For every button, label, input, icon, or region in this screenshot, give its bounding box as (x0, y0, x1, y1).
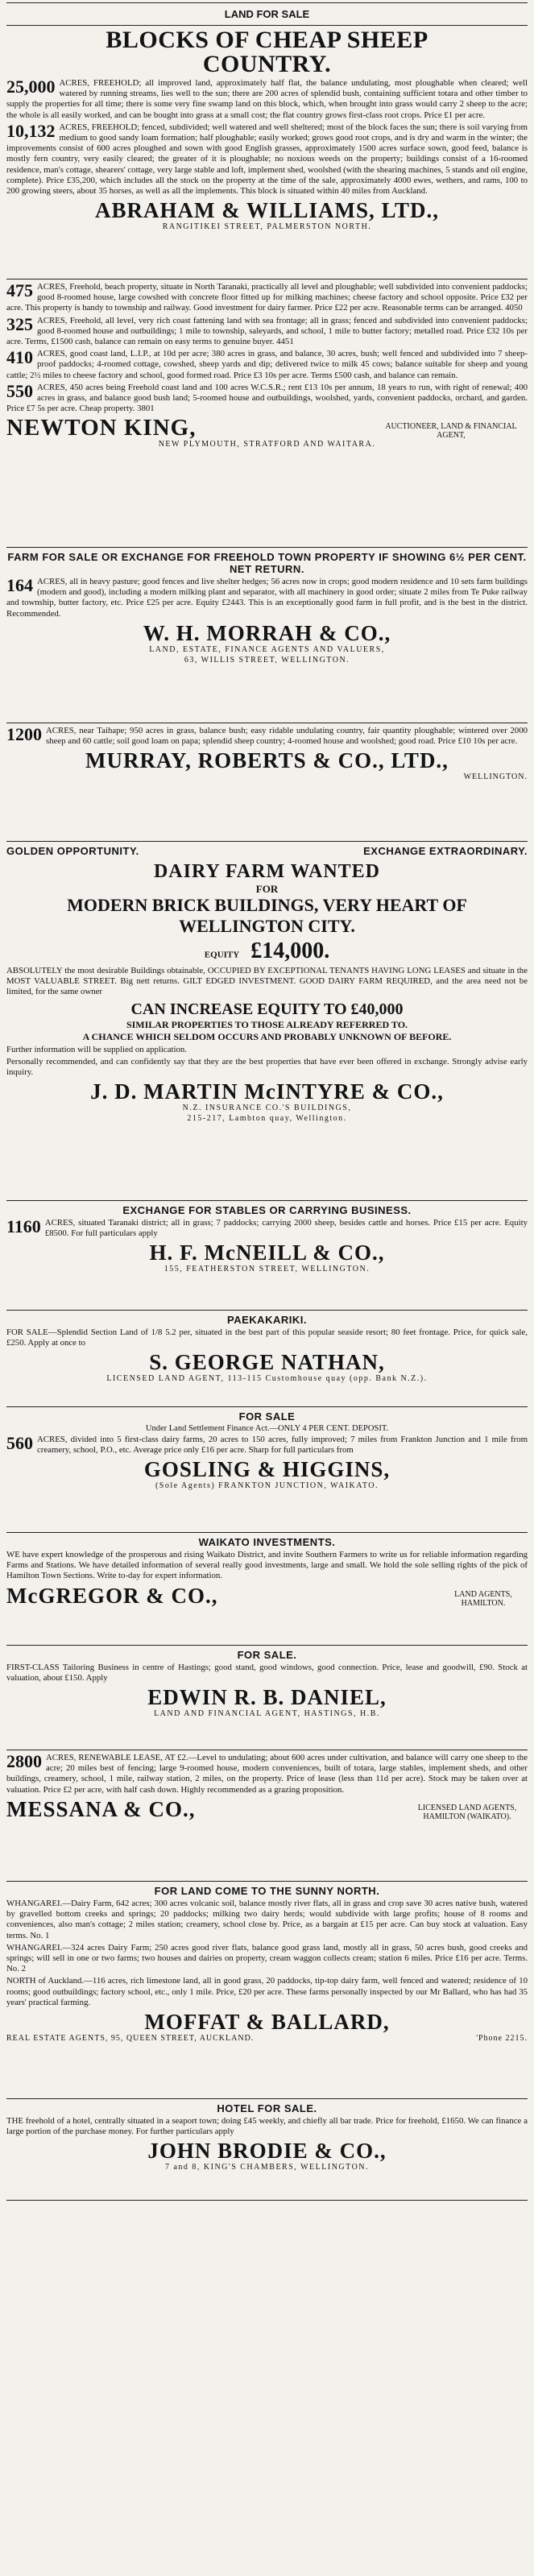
ad-headline-row (6, 845, 528, 857)
ad-heading: EXCHANGE FOR STABLES OR CARRYING BUSINESS. (122, 1204, 412, 1216)
ad-title: MODERN BRICK BUILDINGS, VERY HEART OF (67, 895, 467, 915)
lot-paragraph (6, 1435, 528, 1456)
ad-highlight: SIMILAR PROPERTIES TO THOSE ALREADY REFERRED TO. (126, 1018, 408, 1030)
ad-paragraph: NORTH of Auckland.—116 acres, rich limestone land, all in good grass, 20 paddocks, tip-top dairy farm, well fenced and watered; residence of 10 rooms; good outbuildings; factory school, etc., only 1 mile. Price, £20 per acre. These farms personally inspected by our Mr Ballard, who has had 35 years' practical farming. (6, 1976, 528, 2007)
lot-acreage: 10,132 (6, 120, 56, 141)
ad-highlight: CAN INCREASE EQUITY TO £40,000 (130, 1000, 404, 1018)
firm-phone: 'Phone 2215. (476, 2034, 528, 2044)
top-rule (6, 2, 528, 3)
lot-text: ACRES, divided into 5 first-class dairy farms, 20 acres to 150 acres, fully improved; 7 miles from Frankton Junction and 1 mile from creamery, school, P.O., etc. Average price only £16 per acre. Sharp for full particulars from (37, 1435, 528, 1456)
firm-address: 63, WILLIS STREET, WELLINGTON. (184, 655, 350, 665)
lot-paragraph (6, 122, 528, 197)
rule (6, 1310, 528, 1311)
ad-nathan (6, 1314, 528, 1404)
rule (6, 1881, 528, 1882)
ad-heading: PAEKAKARIKI. (227, 1314, 307, 1326)
lot-paragraph (6, 1753, 528, 1795)
firm-address: NEW PLYMOUTH, STRATFORD AND WAITARA. (158, 440, 376, 449)
ad-gosling-higgins (6, 1410, 528, 1530)
firm-city: WELLINGTON. (463, 772, 528, 782)
firm-role: REAL ESTATE AGENTS, 95, QUEEN STREET, AUCKLAND. (6, 2034, 255, 2044)
lot-text: ACRES, Freehold, beach property, situate in North Taranaki, practically all level and ploughable; well subdivided into convenient paddocks; good 8-roomed house, large cowshed with concrete floor fitted up for milking machines; cheese factory and school opposite. Price £32 per acre. This property is handy to township and railway. Good investment for dairy farmer. Price £22 per acre. Reasonable terms can be arranged. 4050 (6, 282, 528, 313)
ad-paragraph: ABSOLUTELY the most desirable Buildings obtainable, OCCUPIED BY EXCEPTIONAL TENANTS HAVING LONG LEASES and situate in the MOST VALUABLE STREET. Big nett returns. GILT EDGED INVESTMENT. GOOD DAIRY FARM REQUIRED, and the area need not be limited, for the same owner (6, 966, 528, 997)
ad-paragraph: FOR SALE—Splendid Section Land of 1/8 5.2 per, situated in the best part of this popular seaside resort; 80 feet frontage. Price, for quick sale, £250. Apply at once to (6, 1327, 528, 1348)
column-heading: LAND FOR SALE (224, 8, 310, 20)
rule (6, 1406, 528, 1407)
firm-name: ABRAHAM & WILLIAMS, LTD., (94, 198, 440, 223)
firm-role-block (407, 1804, 528, 1821)
ad-abraham-williams (6, 28, 528, 276)
ad-moffat-ballard (6, 1885, 528, 2096)
lot-text: ACRES, 450 acres being Freehold coast land and 100 acres W.C.S.R.; rent £13 10s per annum, 18 years to run, with right of renewal; 400 acres in grass, and balance good bush land; 5-roomed house and outbuildings, woolshed, yards, convenient paddocks, orchard, and garden. Price £7 5s per acre. Cheap property. 3801 (6, 382, 528, 414)
firm-name: MESSANA & CO., (6, 1796, 196, 1821)
ad-highlight: A CHANCE WHICH SELDOM OCCURS AND PROBABLY UNKNOWN OF BEFORE. (82, 1030, 452, 1042)
firm-role: LICENSED LAND AGENTS, (417, 1803, 517, 1812)
ad-martin-mcintyre (6, 845, 528, 1198)
rule (6, 1200, 528, 1201)
ad-john-brodie (6, 2102, 528, 2197)
lot-paragraph (6, 78, 528, 121)
lot-paragraph (6, 282, 528, 314)
ad-subheading: Under Land Settlement Finance Act.—ONLY 4 PER CENT. DEPOSIT. (145, 1424, 389, 1433)
firm-name: MOFFAT & BALLARD, (144, 2010, 390, 2035)
ad-paragraph: FIRST-CLASS Tailoring Business in centre of Hastings; good stand, good windows, good connection. Price, lease and goodwill, £90. Stock at valuation, about £150. Apply (6, 1663, 528, 1684)
firm-address: RANGITIKEI STREET, PALMERSTON NORTH. (162, 222, 372, 232)
firm-role: LAND AGENTS, (454, 1589, 512, 1599)
ad-paragraph: WHANGAREI.—324 acres Dairy Farm; 250 acres good river flats, balance good grass land, mostly all in grass, 50 acres bush, good creeks and springs; will sell in one or two farms; two houses and dairies on property, cream waggon collects cream; station 6 miles. Price £16 per acre. Terms. No. 2 (6, 1942, 528, 1974)
ad-heading-right: EXCHANGE EXTRAORDINARY. (363, 845, 528, 857)
ad-heading: FOR SALE. (237, 1649, 297, 1661)
lot-acreage: 550 (6, 380, 33, 401)
lot-acreage: 1160 (6, 1216, 41, 1236)
equity-value: £14,000. (250, 938, 330, 963)
lot-paragraph (6, 577, 528, 619)
ad-newton-king (6, 282, 528, 545)
ad-heading: WAIKATO INVESTMENTS. (198, 1536, 336, 1548)
firm-footer (6, 2034, 528, 2043)
firm-name: EDWIN R. B. DANIEL, (147, 1685, 387, 1710)
ad-heading: FOR SALE (238, 1410, 296, 1423)
lot-acreage: 164 (6, 575, 33, 595)
ad-paragraph: Further information will be supplied on application. (6, 1044, 187, 1054)
lot-paragraph (6, 1218, 528, 1239)
lot-text: ACRES, situated Taranaki district; all in grass; 7 paddocks; carrying 2000 sheep, besides cattle and horses. Price £15 per acre. Equity £8500. For full particulars apply (44, 1218, 528, 1239)
lot-acreage: 1200 (6, 724, 42, 744)
ad-paragraph: WE have expert knowledge of the prosperous and rising Waikato District, and invite Southern Farmers to write us for reliable information regarding Farms and Stations. We have detailed information of several really good investments, large and small. We hold the sole selling rights of the pick of Hamilton Town Sections. Write to-day for expert information. (6, 1550, 528, 1581)
firm-line (6, 416, 528, 440)
lot-text: ACRES, good coast land, L.I.P., at 10d per acre; 380 acres in grass, and balance, 30 acres, bush; well fenced and subdivided into 7 sheep-proof paddocks; 4-roomed cottage, cowshed, sheep yards and dip; delivered twice to milk 45 cows; balance suitable for sheep and young cattle; 2½ miles to cheese factory and school, good formed road. Price £3 10s per acre. Terms £500 cash, and balance can remain. (6, 349, 528, 380)
firm-line (6, 1584, 528, 1608)
lot-acreage: 560 (6, 1433, 33, 1453)
lot-text: ACRES, FREEHOLD; fenced, subdivided; well watered and well sheltered; most of the block faces the sun; there is soil varying from medium to good sandy loam formation; half ploughable; easily worked; grows good root crops, and is dry and warm in the winter; the improvements consist of 600 acres ploughed and sown with good English grasses, approximately 1500 acres surface sown, good feed, balance is mostly fern country, very easily cleared; the greater of it is ploughable; no noxious weeds on the property; buildings consist of a 16-roomed residence, man's cottage, shearers' cottage, very large stable and loft, implement shed, woolshed (with the shearing machines, 5 stands and oil engine, complete). Price £35,200, which includes all the stock on the property at the time of the sale, approximately 4000 ewes, wethers, and rams, 100 to 200 growing steers, about 35 horses, as well as all the implements. This block is situated within 40 miles from Auckland. (6, 122, 528, 197)
newspaper-page (6, 0, 528, 2570)
firm-name: McGREGOR & CO., (6, 1583, 218, 1608)
lot-paragraph (6, 380, 528, 415)
ad-heading: HOTEL FOR SALE. (217, 2102, 317, 2114)
firm-address: 215-217, Lambton quay, Wellington. (187, 1114, 347, 1124)
bottom-rule (6, 2200, 528, 2201)
firm-role: (Sole Agents) FRANKTON JUNCTION, WAIKATO. (155, 1481, 379, 1491)
ad-heading: FOR LAND COME TO THE SUNNY NORTH. (154, 1885, 380, 1897)
lot-acreage: 410 (6, 347, 33, 368)
lot-text: ACRES, RENEWABLE LEASE, AT £2.—Level to undulating; about 600 acres under cultivation, and balance will carry one sheep to the acre; 20 miles best of fencing; large 9-roomed house, modern conveniences, built of totara, large stables, implement sheds, and other buildings, creamery, school, 1 mile, railway station, 2 miles, on the property. Price of lease (less than 11d per acre). Stock may be taken over at valuation. Price £2 per acre, with half cash down. Highly recommended as a grazing proposition. (6, 1753, 528, 1795)
firm-address: 155, FEATHERSTON STREET, WELLINGTON. (164, 1265, 370, 1274)
rule (6, 841, 528, 842)
lot-acreage: 325 (6, 313, 33, 334)
equity-line (6, 938, 528, 964)
firm-name: JOHN BRODIE & CO., (147, 2139, 387, 2164)
ad-paragraph: Personally recommended, and can confidently say that they are the best properties that have ever been offered in exchange. Strongly advise early inquiry. (6, 1056, 528, 1078)
rule (6, 547, 528, 548)
firm-name: W. H. MORRAH & CO., (143, 620, 391, 645)
ad-paragraph: WHANGAREI.—Dairy Farm, 642 acres; 300 acres volcanic soil, balance mostly river flats, all in grass and crop save 30 acres native bush, watered by gravelled bottom creeks and springs; 20 paddocks; milking two dairy herds; would subdivide with large profits; house of 8 rooms and conveniences, also man's cottage; 2 miles station; creamery, school close by. Price, as a bargain at £15 per acre. Can buy stock at valuation. Easy terms. No. 1 (6, 1899, 528, 1940)
lot-acreage: 25,000 (6, 77, 56, 97)
lot-paragraph (6, 726, 528, 747)
firm-name: J. D. MARTIN McINTYRE & CO., (90, 1079, 444, 1104)
firm-address: 7 and 8, KING'S CHAMBERS, WELLINGTON. (164, 2163, 370, 2172)
firm-role: LICENSED LAND AGENT, 113-115 Customhouse quay (opp. Bank N.Z.). (106, 1374, 428, 1384)
ad-title: FOR (255, 883, 279, 895)
firm-name: NEWTON KING, (6, 415, 197, 441)
rule (6, 1532, 528, 1533)
firm-city: HAMILTON (WAIKATO). (423, 1812, 511, 1821)
ad-title: COUNTRY. (202, 51, 332, 77)
rule (6, 25, 528, 26)
ad-title: BLOCKS OF CHEAP SHEEP (106, 27, 428, 53)
rule (6, 279, 528, 280)
firm-name: GOSLING & HIGGINS, (143, 1457, 391, 1482)
ad-messana (6, 1753, 528, 1878)
lot-text: ACRES, near Taihape; 950 acres in grass, balance bush; easy ridable undulating country, fair quantity ploughable; wintered over 2000 sheep and 60 cattle; soil good loam on papa; splendid sheep country; 4-roomed house and woolshed; good road. Price £10 10s per acre. (46, 726, 528, 747)
ad-title: DAIRY FARM WANTED (153, 861, 381, 882)
ad-title: WELLINGTON CITY. (179, 916, 355, 936)
ad-morrah (6, 551, 528, 720)
firm-role: LAND, ESTATE, FINANCE AGENTS AND VALUERS, (149, 644, 385, 654)
lot-acreage: 475 (6, 280, 33, 300)
ad-heading-left: GOLDEN OPPORTUNITY. (6, 845, 139, 857)
firm-name: S. GEORGE NATHAN, (149, 1350, 385, 1375)
firm-line (6, 1797, 528, 1821)
rule (6, 2098, 528, 2099)
ad-mcgregor (6, 1536, 528, 1642)
firm-role: LAND AND FINANCIAL AGENT, HASTINGS, H.B. (154, 1709, 380, 1719)
lot-acreage: 2800 (6, 1751, 42, 1771)
lot-text: ACRES, all in heavy pasture; good fences and live shelter hedges; 56 acres now in crops; good modern residence and 10 sets farm buildings (modern and good), including a modern milking plant and separator, with all machinery in good order; situate 2 miles from Te Puke railway and township, butter factory, etc. Price £25 per acre. Equity £2443. This is an exceptionally good farm in full profit, and is the best in the district. Recommended. (6, 577, 528, 619)
ad-mcneill (6, 1204, 528, 1307)
firm-role-block (439, 1590, 528, 1608)
firm-name: MURRAY, ROBERTS & CO., LTD., (85, 748, 449, 773)
equity-label: EQUITY (204, 950, 240, 960)
firm-role: N.Z. INSURANCE CO.'S BUILDINGS, (182, 1104, 352, 1113)
lot-text: ACRES, FREEHOLD; all improved land, approximately half flat, the balance undulating, most ploughable when cleared; well watered by running streams, lies well to the sun; there are 200 acres of splendid bush, containing sufficient totara and other timber to supply the properties for all time; there is some very fine swamp land on this block, which, when brought into grass would carry 2 sheep to the acre; the whole is all easily worked, and can be bought into grass at a small cost; the flat country grows first-class root crops. Price £1 per acre. (6, 78, 528, 120)
lot-text: ACRES, Freehold, all level, very rich coast fattening land with sea frontage; all in grass; fenced and subdivided into convenient paddocks; good 8-roomed house and outbuildings; 1 mile to township, saleyards, and school, 1 mile to butter factory; metalled road. Price £32 10s per acre. Terms, £1500 cash, balance can remain on easy terms to genuine buyer. 4451 (6, 315, 528, 347)
ad-heading: FARM FOR SALE OR EXCHANGE FOR FREEHOLD TOWN PROPERTY IF SHOWING 6½ PER CENT. NET RETURN. (7, 551, 527, 575)
firm-name: H. F. McNEILL & CO., (149, 1240, 385, 1265)
rule (6, 1645, 528, 1646)
ad-daniel (6, 1649, 528, 1747)
ad-paragraph: THE freehold of a hotel, centrally situated in a seaport town; doing £45 weekly, and chiefly all bar trade. Price for freehold, £1650. We can finance a large portion of the purchase money. For further particulars apply (6, 2116, 528, 2137)
ad-murray-roberts (6, 726, 528, 839)
firm-city: HAMILTON. (461, 1598, 506, 1608)
lot-paragraph (6, 313, 528, 348)
lot-paragraph (6, 349, 528, 381)
firm-role: AUCTIONEER, LAND & FINANCIAL AGENT, (385, 422, 517, 441)
